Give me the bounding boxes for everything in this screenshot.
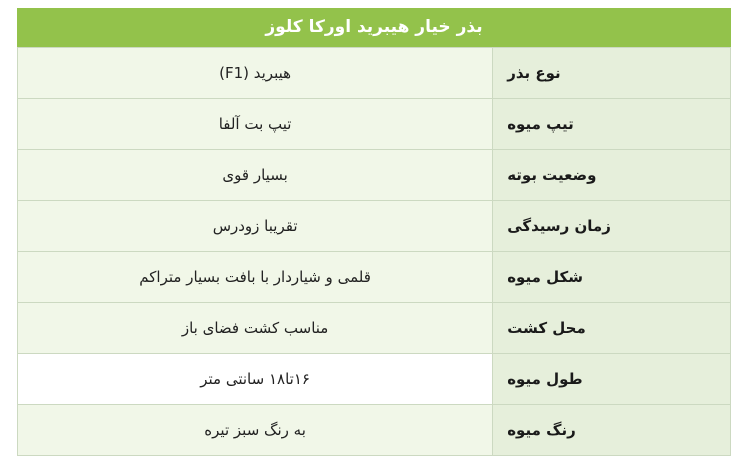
spec-label: وضعیت بوته [493,150,731,201]
spec-value: مناسب کشت فضای باز [18,303,493,354]
table-title: بذر خیار هیبرید اورکا کلوز [17,8,731,47]
table-row [18,48,731,99]
spec-value: تقریبا زودرس [18,201,493,252]
spec-value: هیبرید (F1) [18,48,493,99]
spec-value: قلمی و شیاردار با بافت بسیار متراکم [18,252,493,303]
spec-value: تیپ بت آلفا [18,99,493,150]
spec-value: به رنگ سبز تیره [18,405,493,456]
spec-label: نوع بذر [493,48,731,99]
table-row [18,303,731,354]
table-row [18,150,731,201]
spec-value: بسیار قوی [18,150,493,201]
table-row [18,99,731,150]
spec-label: زمان رسیدگی [493,201,731,252]
table-row [18,201,731,252]
spec-label: رنگ میوه [493,405,731,456]
spec-label: شکل میوه [493,252,731,303]
table-row [18,405,731,456]
product-specification-table [17,8,731,456]
spec-value: ۱۶تا۱۸ سانتی متر [18,354,493,405]
table-row [18,252,731,303]
spec-label: محل کشت [493,303,731,354]
spec-label: تیپ میوه [493,99,731,150]
table-body [18,48,731,456]
spec-label: طول میوه [493,354,731,405]
table-row [18,354,731,405]
